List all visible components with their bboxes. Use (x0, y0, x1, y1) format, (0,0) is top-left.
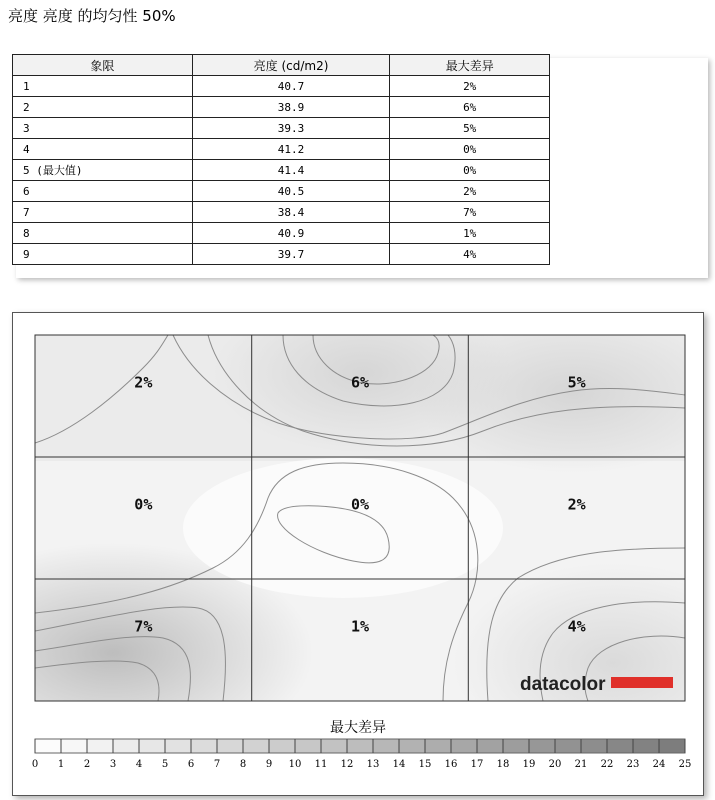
brand-name: datacolor (520, 674, 606, 695)
cell-label-quadrant-3: 5% (567, 373, 586, 392)
legend-swatch (633, 739, 659, 753)
legend-swatch (113, 739, 139, 753)
legend-swatch (243, 739, 269, 753)
legend-swatch (581, 739, 607, 753)
uniformity-heatmap (13, 313, 703, 795)
legend-tick-label: 16 (444, 759, 458, 770)
legend-tick-label: 14 (392, 759, 406, 770)
table-row (13, 181, 550, 202)
cell-difference: 6% (390, 97, 550, 118)
legend-swatch (165, 739, 191, 753)
cell-label-quadrant-5: 0% (350, 495, 370, 514)
cell-label-quadrant-7: 7% (134, 617, 153, 636)
legend-tick-label: 17 (470, 759, 484, 770)
legend-swatch (607, 739, 633, 753)
cell-luminance: 38.9 (192, 97, 390, 118)
legend-tick-label: 5 (161, 759, 169, 770)
cell-quadrant: 1 (13, 76, 193, 97)
cell-quadrant: 3 (13, 118, 193, 139)
legend-swatch (139, 739, 165, 753)
cell-quadrant: 7 (13, 202, 193, 223)
cell-difference: 2% (390, 76, 550, 97)
legend-tick-label: 4 (135, 759, 143, 770)
cell-label-quadrant-9: 4% (567, 617, 586, 636)
legend-swatch (87, 739, 113, 753)
cell-difference: 7% (390, 202, 550, 223)
col-header-quadrant: 象限 (13, 55, 193, 76)
legend-tick-label: 0 (31, 759, 39, 770)
quadrant-table (12, 54, 550, 265)
legend-scale (35, 739, 685, 753)
legend-swatch (321, 739, 347, 753)
legend-tick-label: 25 (678, 759, 692, 770)
table-row (13, 97, 550, 118)
table-row (13, 118, 550, 139)
legend-swatch (555, 739, 581, 753)
legend-tick-label: 2 (83, 759, 91, 770)
uniformity-chart-panel (12, 312, 704, 796)
cell-difference: 4% (390, 244, 550, 265)
cell-quadrant: 4 (13, 139, 193, 160)
cell-quadrant: 2 (13, 97, 193, 118)
cell-difference: 0% (390, 139, 550, 160)
cell-label-quadrant-4: 0% (134, 495, 153, 514)
cell-quadrant: 5 (最大值) (13, 160, 193, 181)
legend-tick-label: 24 (652, 759, 666, 770)
legend-swatch (35, 739, 61, 753)
col-header-max-difference: 最大差异 (390, 55, 550, 76)
page-title: 亮度 亮度 的均匀性 50% (8, 7, 176, 25)
table-row (13, 244, 550, 265)
cell-quadrant: 6 (13, 181, 193, 202)
cell-luminance: 38.4 (192, 202, 390, 223)
cell-quadrant: 8 (13, 223, 193, 244)
legend-tick-label: 21 (574, 759, 588, 770)
legend-swatch (373, 739, 399, 753)
legend-swatch (217, 739, 243, 753)
cell-quadrant: 9 (13, 244, 193, 265)
brand-accent-bar (611, 677, 673, 688)
legend-tick-label: 23 (626, 759, 640, 770)
legend-tick-label: 15 (418, 759, 432, 770)
quadrant-table-panel (12, 54, 550, 265)
legend-tick-label: 18 (496, 759, 510, 770)
legend-swatch (347, 739, 373, 753)
legend-swatch (425, 739, 451, 753)
cell-difference: 0% (390, 160, 550, 181)
legend-swatch (399, 739, 425, 753)
table-header-row (13, 55, 550, 76)
cell-label-quadrant-8: 1% (350, 617, 370, 636)
table-row (13, 160, 550, 181)
legend-tick-label: 10 (288, 759, 302, 770)
legend-swatch (295, 739, 321, 753)
legend-swatch (503, 739, 529, 753)
table-row (13, 202, 550, 223)
legend-swatch (269, 739, 295, 753)
cell-luminance: 40.9 (192, 223, 390, 244)
legend-tick-label: 11 (314, 759, 328, 770)
legend-tick-label: 9 (265, 759, 273, 770)
legend-tick-label: 8 (239, 759, 247, 770)
cell-label-quadrant-2: 6% (350, 373, 370, 392)
cell-luminance: 40.5 (192, 181, 390, 202)
cell-luminance: 39.7 (192, 244, 390, 265)
cell-label-quadrant-1: 2% (134, 373, 153, 392)
legend-swatch (659, 739, 685, 753)
table-row (13, 139, 550, 160)
cell-luminance: 39.3 (192, 118, 390, 139)
cell-difference: 5% (390, 118, 550, 139)
legend-tick-label: 3 (109, 759, 117, 770)
cell-luminance: 40.7 (192, 76, 390, 97)
cell-label-quadrant-6: 2% (567, 495, 586, 514)
legend-swatch (529, 739, 555, 753)
cell-luminance: 41.4 (192, 160, 390, 181)
legend-tick-label: 6 (187, 759, 195, 770)
legend-title: 最大差异 (330, 720, 386, 736)
legend-tick-label: 19 (522, 759, 536, 770)
legend-swatch (451, 739, 477, 753)
legend-tick-label: 20 (548, 759, 562, 770)
legend-tick-label: 13 (366, 759, 380, 770)
legend-tick-label: 12 (340, 759, 354, 770)
col-header-luminance: 亮度 (cd/m2) (192, 55, 390, 76)
table-row (13, 76, 550, 97)
legend-tick-label: 1 (57, 759, 65, 770)
legend-swatch (191, 739, 217, 753)
table-row (13, 223, 550, 244)
cell-difference: 1% (390, 223, 550, 244)
cell-luminance: 41.2 (192, 139, 390, 160)
legend-swatch (477, 739, 503, 753)
legend-tick-label: 7 (213, 759, 221, 770)
legend-tick-label: 22 (600, 759, 614, 770)
cell-difference: 2% (390, 181, 550, 202)
legend-swatch (61, 739, 87, 753)
